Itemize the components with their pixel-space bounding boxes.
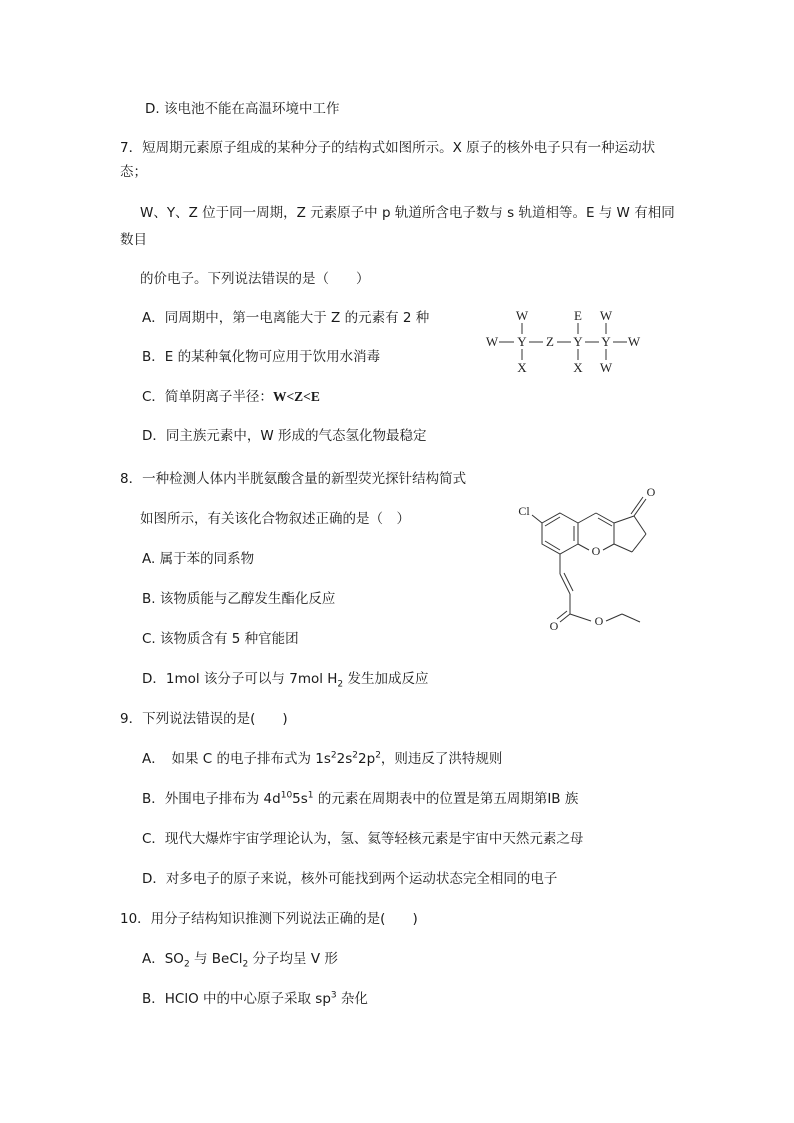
aromatic-double-bond — [545, 541, 560, 550]
superscript: 10 — [280, 790, 293, 801]
q9-option-a-orbital: 2p — [358, 751, 376, 767]
q7-stem-line-3: W、Y、Z 位于同一周期，Z 元素原子中 p 轨道所含电子数与 s 轨道相等。E 与 W 有相同 — [140, 205, 675, 221]
superscript: 2 — [375, 750, 381, 761]
q10-option-b-text: B．HClO 中的中心原子采取 sp — [142, 991, 331, 1007]
q9-option-b-tail: 的元素在周期表中的位置是第五周期第ⅠB 族 — [313, 791, 579, 807]
q8-option-a: A. 属于苯的同系物 — [142, 551, 255, 567]
q8-stem-line-2: 如图所示，有关该化合物叙述正确的是（ ） — [140, 511, 410, 527]
q9-option-b-orbital: 5s — [292, 791, 308, 807]
q10-option-a-mid: 与 BeCl — [189, 951, 243, 967]
q9-option-d: D．对多电子的原子来说，核外可能找到两个运动状态完全相同的电子 — [142, 871, 558, 887]
benzene-ring — [542, 513, 578, 554]
q10-option-a-tail: 分子均呈 V 形 — [248, 951, 338, 967]
ring-oxygen-label: O — [591, 544, 601, 558]
vinyl-bond — [560, 574, 570, 594]
q9-option-a-orbital: 2s — [336, 751, 353, 767]
q7-stem-line-1: 7．短周期元素原子组成的某种分子的结构式如图所示。X 原子的核外电子只有一种运动状 — [120, 140, 656, 156]
ring-bond — [578, 544, 589, 550]
q6-option-d: D. 该电池不能在高温环境中工作 — [145, 101, 340, 117]
ester-oxygen-label: O — [594, 614, 604, 628]
q7-option-d: D．同主族元素中，W 形成的气态氢化物最稳定 — [142, 428, 427, 444]
q7-atom: X — [573, 360, 583, 375]
q9-option-a-tail: ，则违反了洪特规则 — [380, 751, 503, 767]
superscript: 2 — [330, 750, 337, 761]
q8-option-d-tail: 发生加成反应 — [343, 671, 429, 687]
ester-carbonyl-oxygen-label: O — [549, 619, 559, 632]
q7-atom: W — [627, 334, 641, 349]
q8-option-d-subscript: 2 — [337, 679, 344, 690]
q7-atom: X — [517, 360, 527, 375]
q7-option-a: A．同周期中，第一电离能大于 Z 的元素有 2 种 — [142, 310, 430, 326]
q7-atom: W — [599, 360, 613, 375]
subscript: 2 — [242, 959, 249, 970]
ring-bond — [632, 534, 646, 552]
q7-option-c-prefix: C．简单阴离子半径： — [142, 389, 273, 405]
ethyl-bond — [606, 614, 622, 621]
ring-bond — [634, 516, 646, 534]
q7-atom: W — [515, 308, 529, 323]
q9-option-c: C．现代大爆炸宇宙学理论认为，氢、氦等轻核元素是宇宙中天然元素之母 — [142, 831, 584, 847]
q10-option-b-tail: 杂化 — [336, 991, 368, 1007]
ring-bond — [578, 513, 596, 523]
superscript: 3 — [330, 990, 337, 1001]
ethyl-bond — [622, 614, 640, 622]
superscript: 2 — [352, 750, 359, 761]
q7-atom: Z — [546, 334, 554, 349]
chlorine-label: Cl — [518, 504, 530, 518]
aromatic-double-bond — [545, 517, 560, 526]
q9-option-a-text: A． 如果 C 的电子排布式为 1s — [142, 751, 331, 767]
q7-atom: E — [574, 308, 582, 323]
cl-bond — [532, 515, 542, 523]
q7-atom: Y — [517, 334, 527, 349]
ring-bond — [603, 544, 614, 550]
q7-atom: Y — [601, 334, 611, 349]
q8-stem-line-1: 8．一种检测人体内半胱氨酸含量的新型荧光探针结构简式 — [120, 471, 467, 487]
q7-atom: W — [599, 308, 613, 323]
subscript: 2 — [183, 959, 190, 970]
q10-option-b — [142, 990, 368, 1008]
q9-stem: 9．下列说法错误的是( ) — [120, 711, 288, 727]
vinyl-double-bond — [564, 573, 573, 591]
q7-atom: Y — [573, 334, 583, 349]
q9-option-a — [142, 750, 502, 768]
q7-option-b: B．E 的某种氧化物可应用于饮用水消毒 — [142, 349, 381, 365]
ester-bond — [570, 614, 591, 621]
q7-stem-line-4: 数目 — [120, 232, 147, 248]
q10-stem: 10．用分子结构知识推测下列说法正确的是( ) — [120, 911, 418, 927]
q9-option-b-text: B．外围电子排布为 4d — [142, 791, 281, 807]
q8-option-d — [142, 670, 428, 688]
ring-double-bond — [598, 518, 612, 526]
q8-structural-formula — [510, 482, 690, 632]
ring-bond — [614, 544, 632, 552]
q7-option-c — [142, 388, 320, 406]
q7-stem-line-5: 的价电子。下列说法错误的是（ ） — [140, 271, 370, 287]
q7-structural-formula — [484, 306, 654, 378]
q10-option-a-text: A．SO — [142, 951, 184, 967]
superscript: 1 — [307, 790, 314, 801]
q7-option-c-expression: W<Z<E — [272, 389, 320, 404]
q8-option-c: C. 该物质含有 5 种官能团 — [142, 631, 299, 647]
ketone-oxygen-label: O — [646, 485, 656, 499]
q9-option-b — [142, 790, 578, 808]
q7-stem-line-2: 态； — [120, 164, 147, 180]
q10-option-a — [142, 950, 338, 968]
q8-option-d-text: D．1mol 该分子可以与 7mol H — [142, 671, 338, 687]
q7-atom: W — [485, 334, 499, 349]
q8-option-b: B. 该物质能与乙醇发生酯化反应 — [142, 591, 336, 607]
ring-bond — [614, 516, 634, 523]
